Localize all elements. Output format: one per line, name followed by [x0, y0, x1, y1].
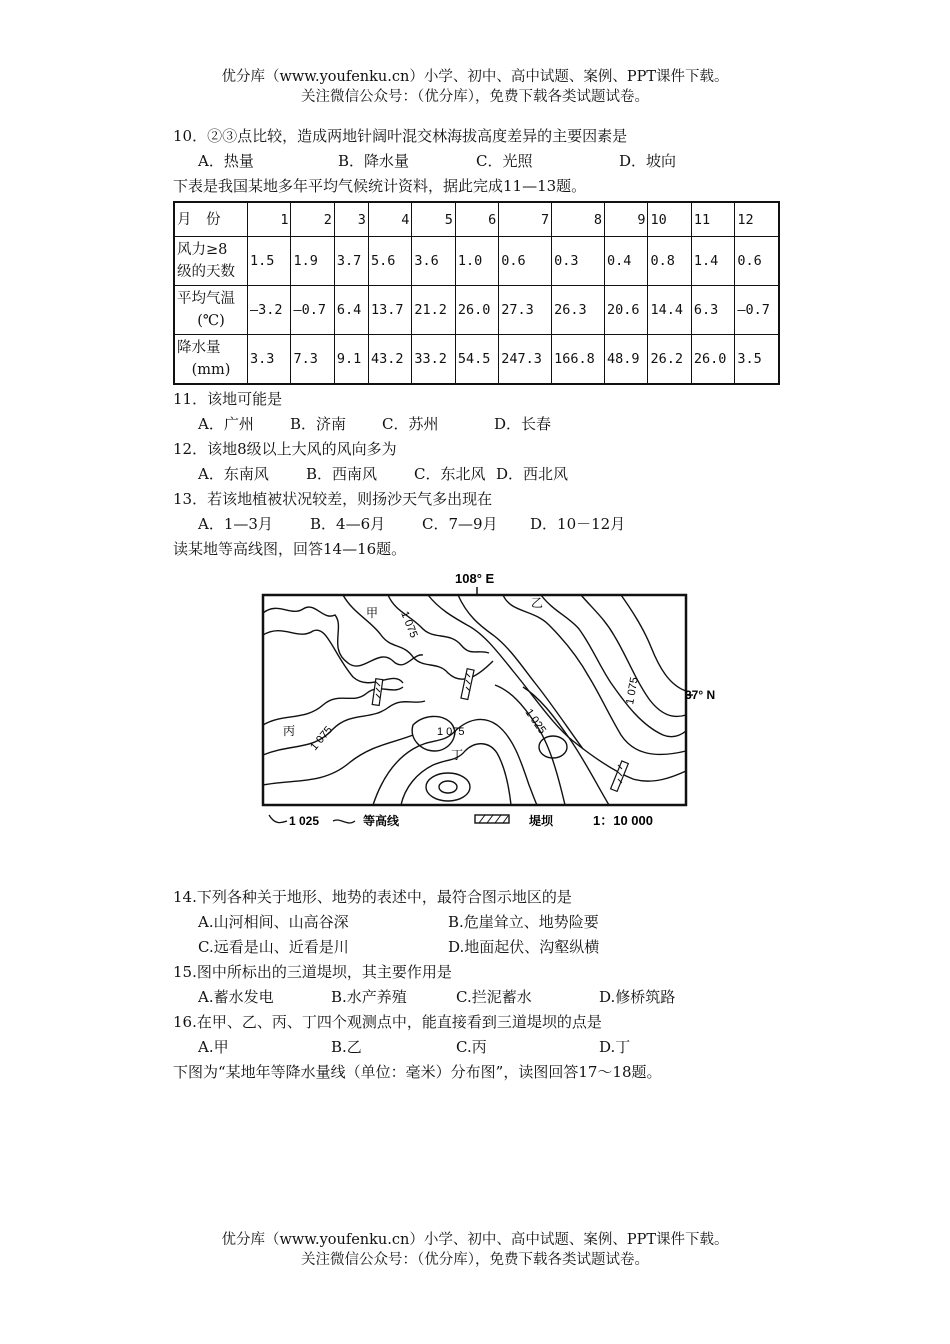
table-cell: 1.0 — [455, 237, 498, 286]
table-cell: 9.1 — [334, 335, 368, 385]
table-cell: 5.6 — [368, 237, 411, 286]
month-cell: 6 — [455, 202, 498, 237]
row-label-line: (mm) — [191, 362, 231, 378]
q15-stem: 15.图中所标出的三道堤坝，其主要作用是 — [173, 963, 452, 981]
table-cell: 26.2 — [648, 335, 691, 385]
footer-line-2: 关注微信公众号：（优分库），免费下载各类试题试卷。 — [301, 1252, 649, 1268]
table-cell: 6.3 — [691, 286, 734, 335]
table-cell: 0.6 — [499, 237, 552, 286]
table-cell: 3.3 — [248, 335, 291, 385]
table-cell: 0.8 — [648, 237, 691, 286]
q11-option-d: D．长春 — [494, 415, 552, 433]
q13-option-d: D．10－12月 — [530, 515, 626, 533]
table-cell: 1.4 — [691, 237, 734, 286]
q10-option-a: A．热量 — [198, 152, 254, 170]
q14-option-b: B.危崖耸立、地势险要 — [448, 913, 599, 931]
longitude-label: 108° E — [455, 571, 495, 586]
month-cell: 9 — [605, 202, 648, 237]
q16-option-c: C.丙 — [456, 1038, 487, 1056]
table-intro: 下表是我国某地多年平均气候统计资料，据此完成11—13题。 — [173, 177, 587, 195]
row-label — [174, 335, 248, 385]
month-label: 月 份 — [174, 202, 248, 237]
table-row-precipitation — [174, 335, 779, 385]
header-line-2: 关注微信公众号：（优分库），免费下载各类试题试卷。 — [301, 89, 649, 105]
q11-option-a: A．广州 — [198, 415, 254, 433]
q14-option-d: D.地面起伏、沟壑纵横 — [448, 938, 600, 956]
tail-text: 下图为“某地年等降水量线（单位：毫米）分布图”，读图回答17～18题。 — [173, 1063, 662, 1081]
table-cell: 7.3 — [291, 335, 334, 385]
climate-table — [173, 201, 780, 385]
q15-option-c: C.拦泥蓄水 — [456, 988, 532, 1006]
table-header-row — [174, 202, 779, 237]
map-intro: 读某地等高线图，回答14—16题。 — [173, 540, 407, 558]
month-cell: 4 — [368, 202, 411, 237]
month-cell: 8 — [552, 202, 605, 237]
exam-content — [173, 124, 793, 1085]
footer-line-1: 优分库（www.youfenku.cn）小学、初中、高中试题、案例、PPT课件下载。 — [221, 1232, 729, 1248]
table-cell: 27.3 — [499, 286, 552, 335]
q11-option-b: B．济南 — [290, 415, 347, 433]
q16-options — [173, 1035, 793, 1060]
q11-option-c: C．苏州 — [382, 415, 439, 433]
row-label-line: 风力≥8 — [177, 242, 228, 258]
table-cell: 0.3 — [552, 237, 605, 286]
row-label — [174, 237, 248, 286]
table-cell: 21.2 — [412, 286, 455, 335]
contour-map — [253, 565, 716, 835]
q12-option-a: A．东南风 — [198, 465, 269, 483]
contour-label: 1 075 — [437, 726, 465, 738]
map-scale: 1：10 000 — [593, 813, 653, 828]
q14-options-row2 — [173, 935, 793, 960]
table-cell: 3.5 — [735, 335, 779, 385]
table-row-temperature — [174, 286, 779, 335]
q15-option-b: B.水产养殖 — [331, 988, 407, 1006]
q10-option-b: B．降水量 — [338, 152, 410, 170]
row-label-line: (℃) — [197, 313, 225, 329]
q13-options — [173, 512, 793, 537]
table-cell: 26.0 — [691, 335, 734, 385]
contour-line — [503, 595, 686, 754]
table-row-wind — [174, 237, 779, 286]
table-cell: 33.2 — [412, 335, 455, 385]
legend-contour-line-right — [333, 820, 355, 823]
legend-dam-label: 堤坝 — [529, 814, 554, 828]
table-cell: 166.8 — [552, 335, 605, 385]
table-cell: 247.3 — [499, 335, 552, 385]
table-cell: 14.4 — [648, 286, 691, 335]
row-label-line: 平均气温 — [177, 291, 235, 307]
table-cell: 20.6 — [605, 286, 648, 335]
q16-option-d: D.丁 — [599, 1038, 631, 1056]
month-cell: 7 — [499, 202, 552, 237]
place-bing: 丙 — [283, 724, 296, 738]
table-cell: 54.5 — [455, 335, 498, 385]
table-cell: 0.6 — [735, 237, 779, 286]
q12-option-b: B．西南风 — [306, 465, 378, 483]
month-cell: 12 — [735, 202, 779, 237]
table-cell: 6.4 — [334, 286, 368, 335]
table-cell: 13.7 — [368, 286, 411, 335]
legend-contour-value: 1 025 — [289, 814, 320, 828]
contour-line — [621, 595, 686, 691]
q14-option-a: A.山河相间、山高谷深 — [198, 913, 349, 931]
table-cell: 1.5 — [248, 237, 291, 286]
table-cell: 26.3 — [552, 286, 605, 335]
place-jia: 甲 — [366, 606, 379, 620]
table-cell: —0.7 — [291, 286, 334, 335]
q13-option-b: B．4—6月 — [310, 515, 386, 533]
contour-hill — [426, 773, 470, 801]
q15-option-a: A.蓄水发电 — [198, 988, 274, 1006]
contour-label: 1 075 — [308, 724, 335, 753]
place-yi: 乙 — [531, 596, 544, 610]
page-footer — [0, 1230, 950, 1270]
table-cell: 1.9 — [291, 237, 334, 286]
contour-hill — [539, 736, 567, 758]
q10-stem: 10．②③点比较，造成两地针阔叶混交林海拔高度差异的主要因素是 — [173, 127, 628, 145]
q14-options-row1 — [173, 910, 793, 935]
q15-option-d: D.修桥筑路 — [599, 988, 676, 1006]
q13-option-a: A．1—3月 — [198, 515, 273, 533]
contour-label: 1 025 — [522, 706, 549, 737]
contour-line — [458, 595, 583, 749]
spacer — [173, 839, 793, 885]
q10-option-d: D．坡向 — [619, 152, 677, 170]
q12-option-c: C．东北风 — [414, 465, 486, 483]
latitude-label: 37° N — [685, 688, 716, 702]
contour-line — [263, 687, 403, 725]
place-ding: 丁 — [451, 748, 464, 762]
table-cell: 3.6 — [412, 237, 455, 286]
contour-line — [263, 735, 413, 785]
month-cell: 3 — [334, 202, 368, 237]
q13-stem: 13．若该地植被状况较差，则扬沙天气多出现在 — [173, 490, 493, 508]
table-cell: 43.2 — [368, 335, 411, 385]
q11-options — [173, 412, 793, 437]
table-cell: 48.9 — [605, 335, 648, 385]
month-cell: 5 — [412, 202, 455, 237]
month-cell: 2 — [291, 202, 334, 237]
q13-option-c: C．7—9月 — [422, 515, 498, 533]
contour-label: 1 075 — [624, 676, 641, 706]
row-label — [174, 286, 248, 335]
q12-option-d: D．西北风 — [496, 465, 569, 483]
legend-contour-label: 等高线 — [363, 814, 400, 828]
month-cell: 11 — [691, 202, 734, 237]
q14-option-c: C.远看是山、近看是川 — [198, 938, 349, 956]
contour-line — [523, 687, 609, 805]
page-header — [0, 67, 950, 107]
header-line-1: 优分库（www.youfenku.cn）小学、初中、高中试题、案例、PPT课件下载。 — [221, 69, 729, 85]
q12-stem: 12．该地8级以上大风的风向多为 — [173, 440, 397, 458]
q15-options — [173, 985, 793, 1010]
contour-label: 1 075 — [398, 609, 420, 640]
q16-option-a: A.甲 — [198, 1038, 229, 1056]
month-cell: 1 — [248, 202, 291, 237]
q10-options — [173, 149, 793, 174]
table-cell: 3.7 — [334, 237, 368, 286]
q10-option-c: C．光照 — [476, 152, 533, 170]
q16-stem: 16.在甲、乙、丙、丁四个观测点中，能直接看到三道堤坝的点是 — [173, 1013, 602, 1031]
legend-contour-line-left — [269, 815, 287, 823]
q11-stem: 11．该地可能是 — [173, 390, 283, 408]
contour-hill-top — [439, 781, 457, 793]
table-cell: —3.2 — [248, 286, 291, 335]
row-label-line: 级的天数 — [177, 264, 235, 280]
contour-line — [541, 595, 686, 737]
q12-options — [173, 462, 793, 487]
table-cell: —0.7 — [735, 286, 779, 335]
dam — [461, 669, 474, 700]
row-label-line: 降水量 — [177, 340, 221, 356]
q16-option-b: B.乙 — [331, 1038, 362, 1056]
month-cell: 10 — [648, 202, 691, 237]
table-cell: 26.0 — [455, 286, 498, 335]
q14-stem: 14.下列各种关于地形、地势的表述中，最符合图示地区的是 — [173, 888, 572, 906]
table-cell: 0.4 — [605, 237, 648, 286]
